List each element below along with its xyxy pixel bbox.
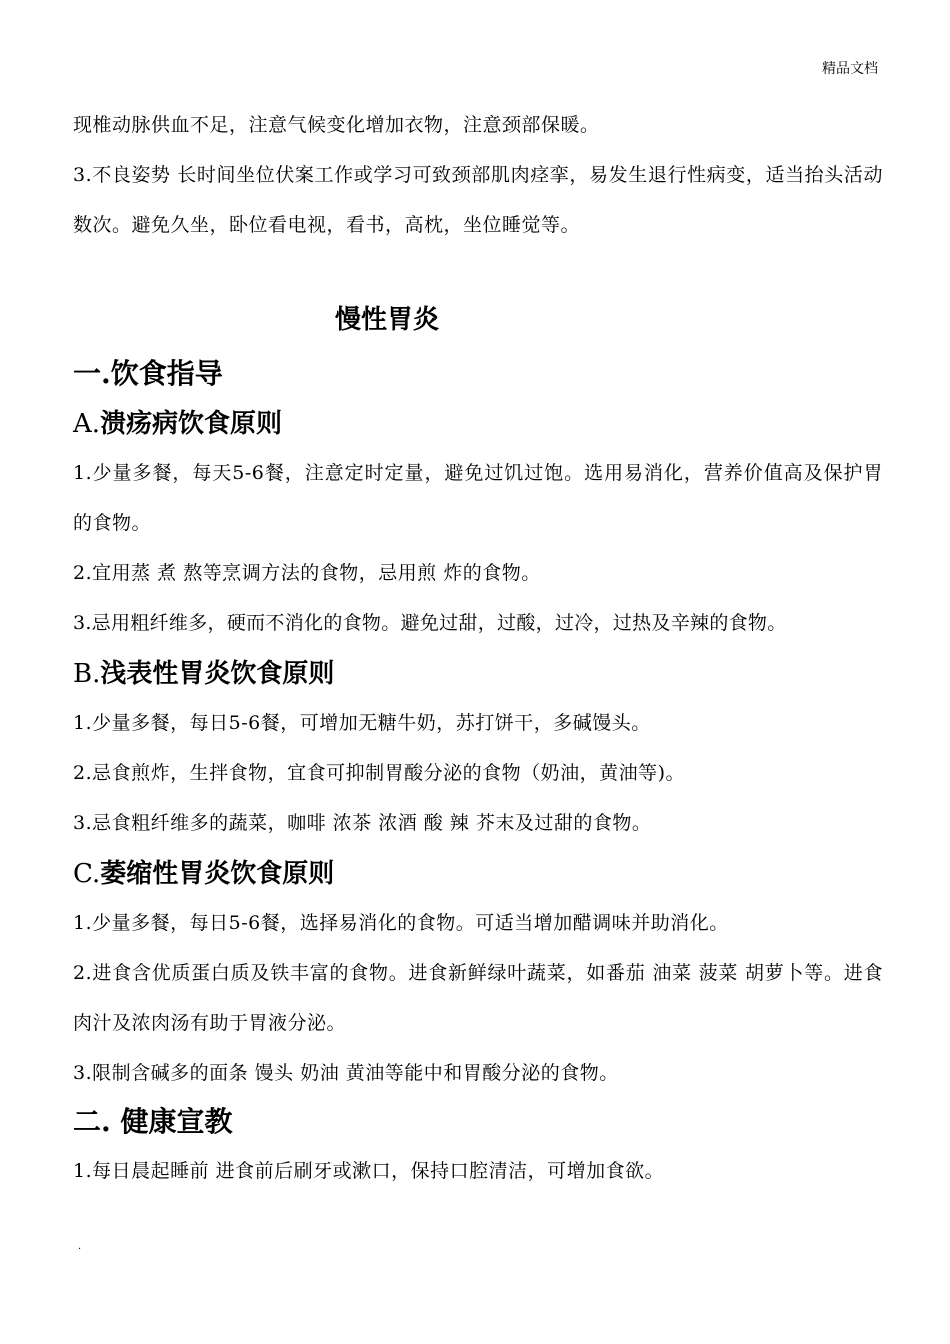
list-item: 2.忌食煎炸，生拌食物，宜食可抑制胃酸分泌的食物（奶油，黄油等)。 <box>73 762 686 784</box>
page-header-label: 精品文档 <box>822 61 878 77</box>
list-item: 1.少量多餐，每日5-6餐，选择易消化的食物。可适当增加醋调味并助消化。 <box>73 912 729 934</box>
list-item: 1.少量多餐，每日5-6餐，可增加无糖牛奶，苏打饼干，多碱馒头。 <box>73 712 651 734</box>
section-heading-diet: 一.饮食指导 <box>73 357 223 390</box>
document-body <box>73 100 883 1196</box>
list-item: 3.忌用粗纤维多，硬而不消化的食物。避免过甜，过酸，过冷，过热及辛辣的食物。 <box>73 612 787 634</box>
list-item: 3.限制含碱多的面条 馒头 奶油 黄油等能中和胃酸分泌的食物。 <box>73 1062 619 1084</box>
subsection-heading-b <box>73 650 883 698</box>
page-title: 慢性胃炎 <box>335 305 440 335</box>
subsection-title: 溃疡病饮食原则 <box>100 409 283 439</box>
subsection-title: 萎缩性胃炎饮食原则 <box>100 859 335 889</box>
list-item: 3.忌食粗纤维多的蔬菜，咖啡 浓茶 浓酒 酸 辣 芥末及过甜的食物。 <box>73 812 652 834</box>
subsection-prefix: B. <box>73 659 101 689</box>
subsection-prefix: A. <box>73 409 101 439</box>
list-item: 1.每日晨起睡前 进食前后刷牙或漱口，保持口腔清洁，可增加食欲。 <box>73 1160 665 1182</box>
list-item: 1.少量多餐，每天5-6餐，注意定时定量，避免过饥过饱。选用易消化，营养价值高及保护胃的食物。 <box>73 462 883 534</box>
intro-line: 现椎动脉供血不足，注意气候变化增加衣物，注意颈部保暖。 <box>73 114 600 136</box>
subsection-heading-a <box>73 400 883 448</box>
subsection-heading-c <box>73 850 883 898</box>
intro-paragraph-3: 3.不良姿势 长时间坐位伏案工作或学习可致颈部肌肉痉挛，易发生退行性病变，适当抬头活动数次。避免久坐，卧位看电视，看书，高枕，坐位睡觉等。 <box>73 164 883 236</box>
list-item: 2.进食含优质蛋白质及铁丰富的食物。进食新鲜绿叶蔬菜，如番茄 油菜 菠菜 胡萝卜等。进食肉汁及浓肉汤有助于胃液分泌。 <box>73 962 883 1034</box>
list-item: 2.宜用蒸 煮 熬等烹调方法的食物，忌用煎 炸的食物。 <box>73 562 541 584</box>
footer-mark: . <box>78 1241 82 1252</box>
section-heading-education: 二. 健康宣教 <box>73 1105 233 1138</box>
subsection-title: 浅表性胃炎饮食原则 <box>100 659 335 689</box>
subsection-prefix: C. <box>73 859 101 889</box>
